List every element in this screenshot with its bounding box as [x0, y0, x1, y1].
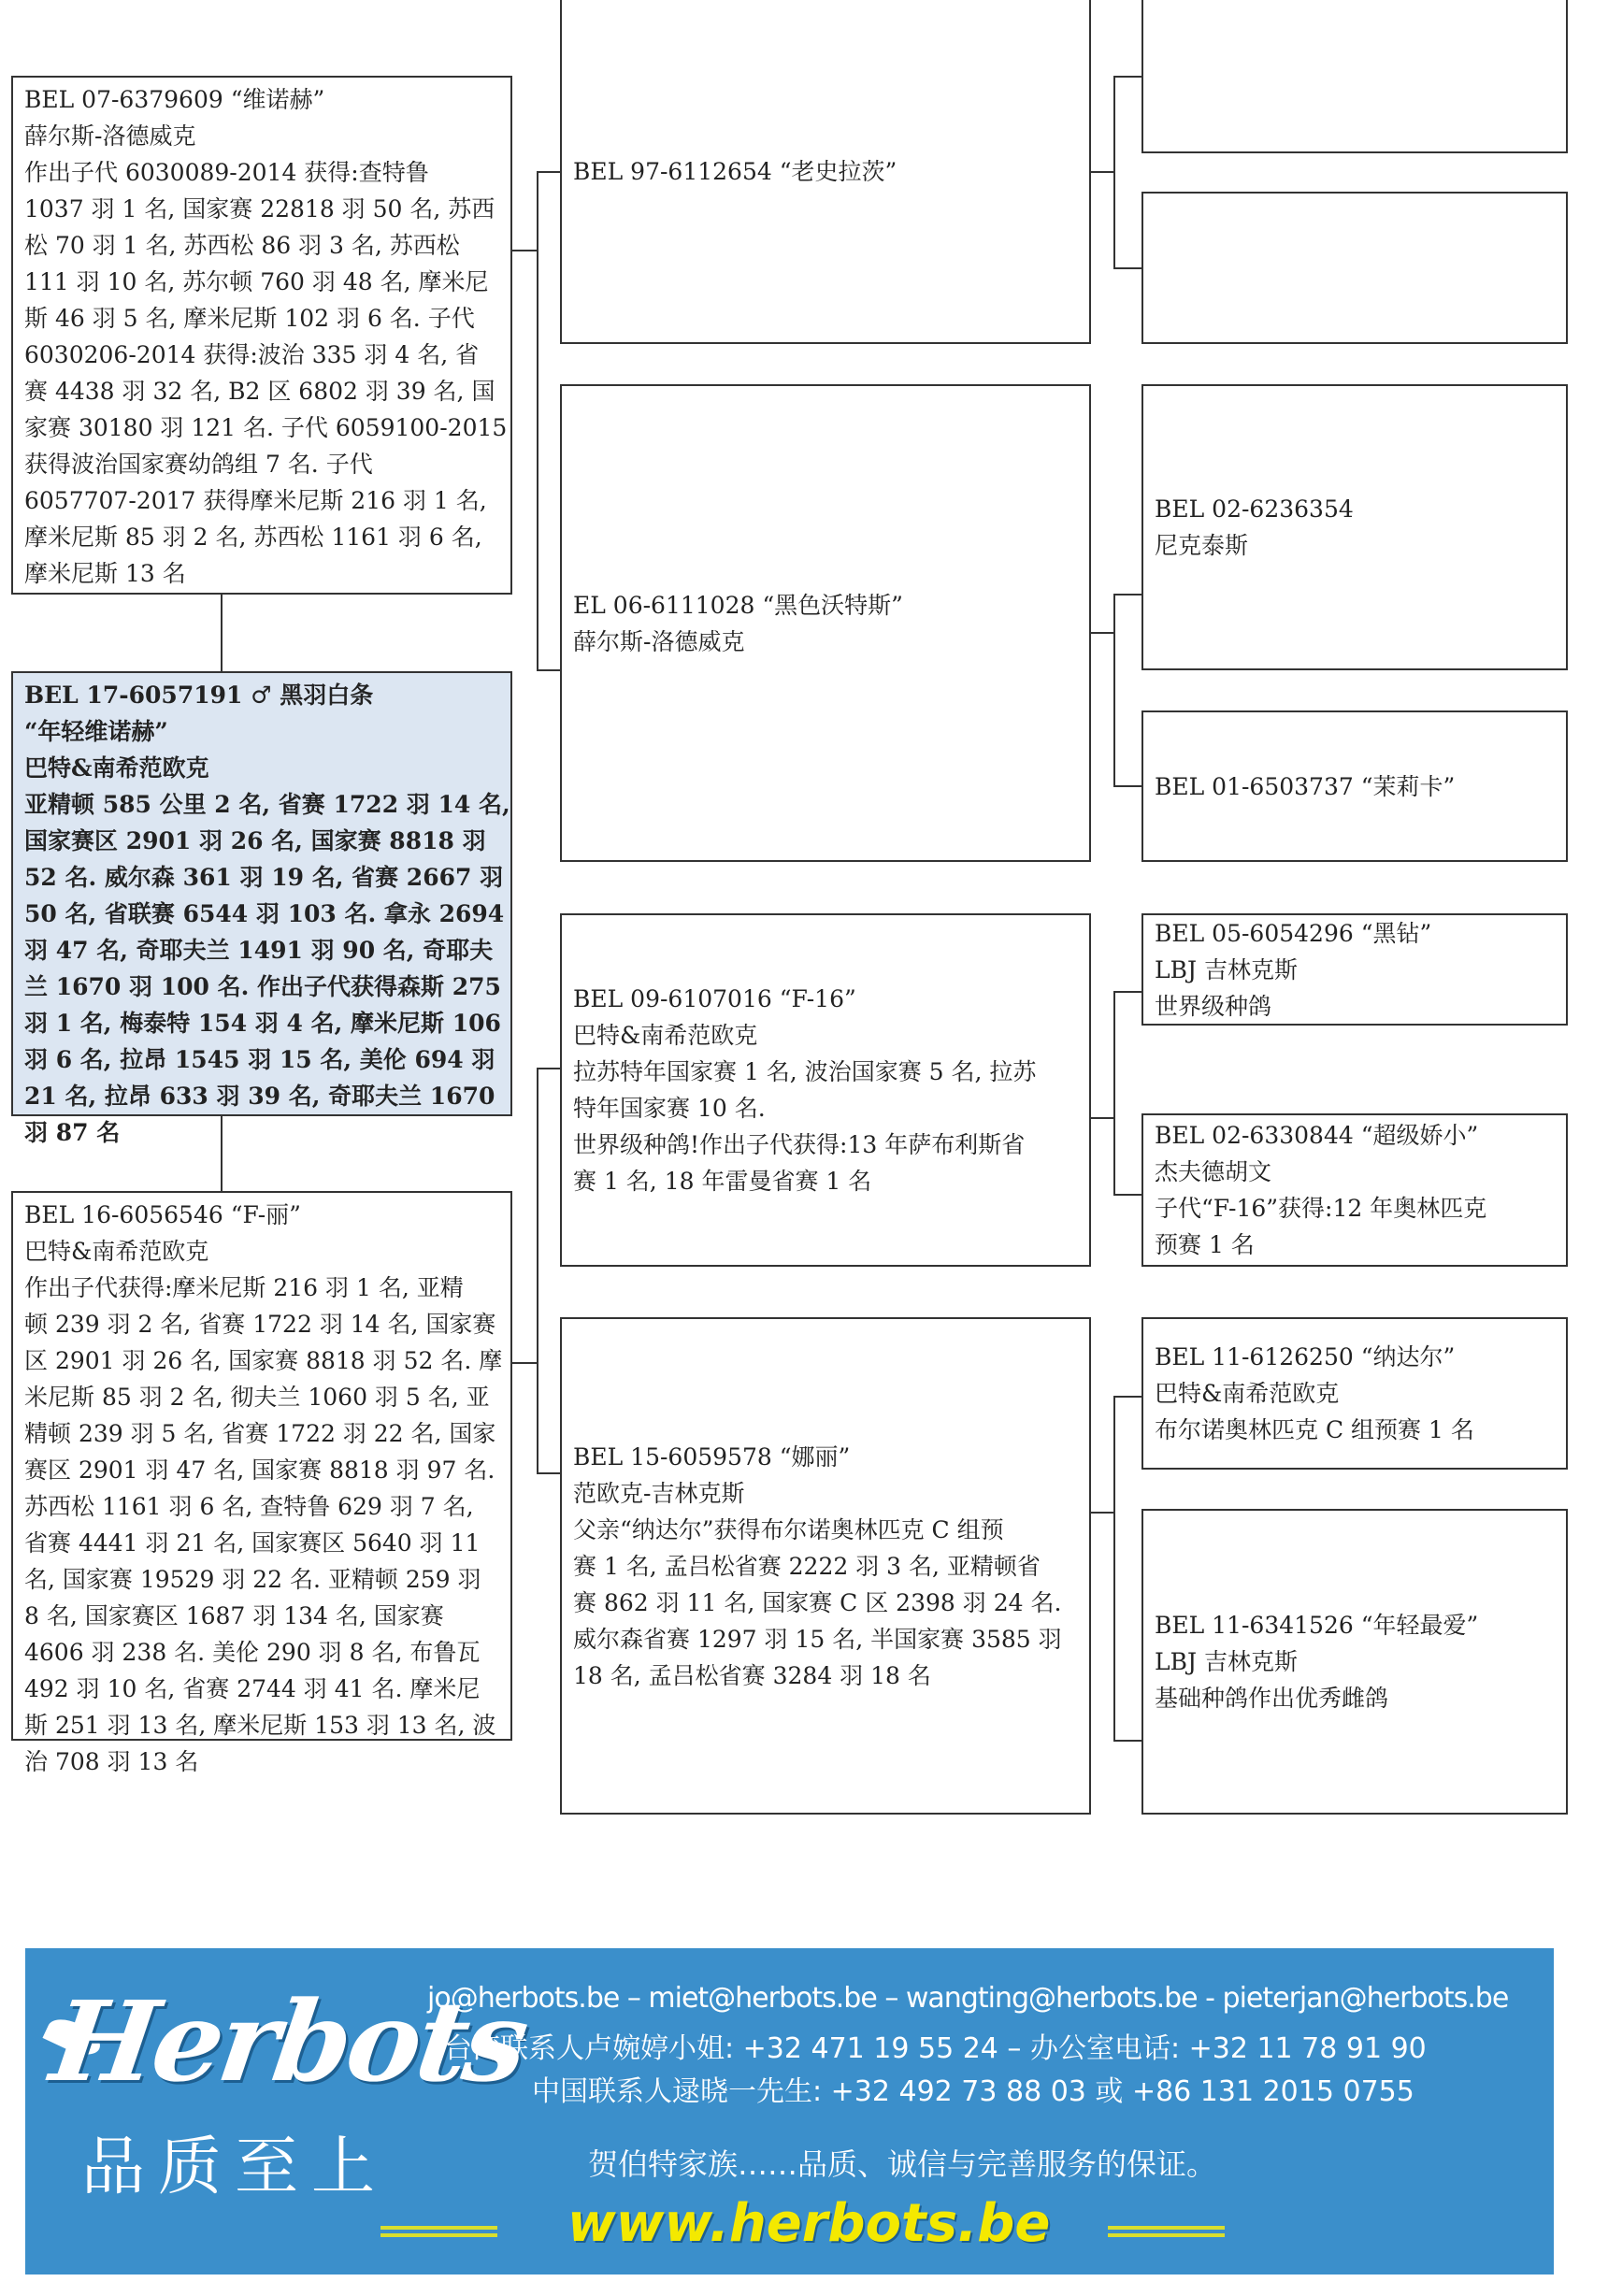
pedigree-line: 18 名, 孟吕松省赛 3284 羽 18 名	[573, 1661, 931, 1689]
pedigree-line: 赛 1 名, 孟吕松省赛 2222 羽 3 名, 亚精顿省	[573, 1552, 1041, 1580]
pedigree-line: BEL 02-6236354	[1155, 495, 1354, 523]
pedigree-line: BEL 02-6330844 “超级娇小”	[1155, 1122, 1479, 1149]
pedigree-line: BEL 01-6503737 “茉莉卡”	[1155, 772, 1456, 800]
pedigree-line: 52 名. 威尔森 361 羽 19 名, 省赛 2667 羽	[24, 864, 504, 891]
pedigree-line: 名, 国家赛 19529 羽 22 名. 亚精顿 259 羽	[24, 1566, 481, 1593]
granddam-maternal-card	[560, 1317, 1091, 1815]
pedigree-line: 8 名, 国家赛区 1687 羽 134 名, 国家赛	[24, 1602, 444, 1629]
pedigree-line: 巴特&南希范欧克	[1155, 1380, 1340, 1407]
subject-pigeon-card	[11, 671, 512, 1146]
pedigree-line: 布尔诺奥林匹克 C 组预赛 1 名	[1155, 1416, 1474, 1443]
dam-card	[11, 1191, 512, 1775]
connector	[537, 1068, 560, 1069]
pedigree-line: 492 羽 10 名, 省赛 2744 羽 41 名. 摩米尼	[24, 1675, 481, 1702]
pedigree-line: 区 2901 羽 26 名, 国家赛 8818 羽 52 名. 摩	[24, 1347, 503, 1374]
connector	[1113, 785, 1141, 787]
connector	[537, 171, 538, 671]
connector	[512, 1362, 537, 1364]
connector	[512, 250, 537, 251]
connector	[1091, 171, 1113, 173]
connector	[1091, 1117, 1113, 1119]
pedigree-line: 作出子代获得:摩米尼斯 216 羽 1 名, 亚精	[24, 1274, 464, 1301]
ancestor-card-6	[1141, 1113, 1568, 1267]
pedigree-line: 50 名, 省联赛 6544 羽 103 名. 拿永 2694	[24, 900, 505, 927]
grandsire-maternal-card	[560, 913, 1091, 1267]
pedigree-line: 子代“F-16”获得:12 年奥林匹克	[1155, 1195, 1487, 1222]
pedigree-line: 111 羽 10 名, 苏尔顿 760 羽 48 名, 摩米尼	[24, 268, 489, 295]
pedigree-line: 羽 6 名, 拉昂 1545 羽 15 名, 美伦 694 羽	[24, 1046, 495, 1073]
pedigree-line: 家赛 30180 羽 121 名. 子代 6059100-2015	[24, 414, 508, 441]
pedigree-line: 羽 47 名, 奇耶夫兰 1491 羽 90 名, 奇耶夫	[24, 937, 494, 964]
pedigree-line: 国家赛区 2901 羽 26 名, 国家赛 8818 羽	[24, 827, 486, 854]
connector	[537, 1472, 560, 1474]
pedigree-line: 顿 239 羽 2 名, 省赛 1722 羽 14 名, 国家赛	[24, 1311, 496, 1338]
connector	[1113, 267, 1141, 269]
pedigree-line: 亚精顿 585 公里 2 名, 省赛 1722 羽 14 名,	[24, 791, 510, 818]
ancestor-card-7	[1141, 1317, 1568, 1470]
pedigree-line: BEL 07-6379609 “维诺赫”	[24, 86, 325, 113]
pedigree-line: 巴特&南希范欧克	[573, 1022, 758, 1049]
pedigree-line: LBJ 吉林克斯	[1155, 955, 1298, 983]
pedigree-line: 21 名, 拉昂 633 羽 39 名, 奇耶夫兰 1670	[24, 1083, 495, 1110]
pedigree-line: 基础种鸽作出优秀雌鸽	[1155, 1685, 1389, 1712]
connector	[537, 669, 560, 671]
pedigree-line: BEL 05-6054296 “黑钻”	[1155, 919, 1432, 947]
pedigree-line: 羽 87 名	[24, 1119, 121, 1146]
sire-card	[11, 76, 512, 595]
pedigree-line: 省赛 4441 羽 21 名, 国家赛区 5640 羽 11	[24, 1529, 481, 1557]
ancestor-card-1	[1141, 0, 1568, 153]
herbots-banner	[25, 1948, 1554, 2274]
pedigree-line: 松 70 羽 1 名, 苏西松 86 羽 3 名, 苏西松	[24, 232, 460, 259]
pedigree-line: 巴特&南希范欧克	[24, 1238, 209, 1265]
pedigree-line: 6057707-2017 获得摩米尼斯 216 羽 1 名,	[24, 487, 487, 514]
pedigree-line: 世界级种鸽!作出子代获得:13 年萨布利斯省	[573, 1131, 1026, 1158]
connector	[1091, 1512, 1113, 1514]
pedigree-line: BEL 09-6107016 “F-16”	[573, 985, 856, 1012]
pedigree-line: “年轻维诺赫”	[24, 718, 168, 745]
decorative-lines-left	[380, 2226, 497, 2237]
grandsire-paternal-card	[560, 0, 1091, 344]
pedigree-line: 尼克泰斯	[1155, 532, 1249, 559]
pedigree-line: 羽 1 名, 梅泰特 154 羽 4 名, 摩米尼斯 106	[24, 1010, 501, 1037]
pedigree-line: 4606 羽 238 名. 美伦 290 羽 8 名, 布鲁瓦	[24, 1639, 481, 1666]
pedigree-line: 赛 1 名, 18 年雷曼省赛 1 名	[573, 1168, 872, 1195]
pedigree-line: BEL 11-6126250 “纳达尔”	[1155, 1343, 1456, 1370]
connector	[1113, 76, 1115, 267]
motto: 品质至上	[81, 2131, 389, 2204]
pedigree-line: BEL 97-6112654 “老史拉茨”	[573, 157, 897, 185]
pedigree-line: 斯 46 羽 5 名, 摩米尼斯 102 羽 6 名. 子代	[24, 305, 475, 332]
pedigree-line: 1037 羽 1 名, 国家赛 22818 羽 50 名, 苏西	[24, 195, 495, 222]
ancestor-card-8	[1141, 1509, 1568, 1815]
connector	[1113, 1396, 1141, 1398]
pedigree-line: BEL 15-6059578 “娜丽”	[573, 1442, 851, 1471]
pedigree-line: 作出子代 6030089-2014 获得:查特鲁	[24, 159, 429, 186]
pedigree-line: 斯 251 羽 13 名, 摩米尼斯 153 羽 13 名, 波	[24, 1712, 496, 1739]
ancestor-card-3	[1141, 384, 1568, 670]
website-link[interactable]: www.herbots.be	[567, 2193, 1051, 2254]
pedigree-line: 6030206-2014 获得:波治 335 羽 4 名, 省	[24, 341, 480, 368]
connector	[1113, 594, 1141, 596]
pedigree-line: 获得波治国家赛幼鸽组 7 名. 子代	[24, 451, 373, 478]
connector	[1113, 594, 1115, 787]
pedigree-line: 世界级种鸽	[1155, 992, 1272, 1020]
pedigree-line: BEL 17-6057191 ♂ 黑羽白条	[24, 682, 374, 709]
connector	[1113, 76, 1141, 78]
pedigree-line: 父亲“纳达尔”获得布尔诺奥林匹克 C 组预	[573, 1515, 1004, 1543]
connector	[1113, 991, 1141, 993]
pedigree-line: BEL 16-6056546 “F-丽”	[24, 1201, 301, 1228]
pedigree-line: 范欧克-吉林克斯	[573, 1479, 745, 1507]
connector	[1113, 1396, 1115, 1742]
email-list: jo@herbots.be – miet@herbots.be – wangting@herbots.be - pieterjan@herbots.be	[427, 1982, 1509, 2015]
pedigree-line: 预赛 1 名	[1155, 1231, 1255, 1258]
taiwan-contact: 台湾联系人卢婉婷小姐: +32 471 19 55 24 – 办公室电话: +32 11 78 91 90	[444, 2032, 1427, 2065]
pedigree-line: 摩米尼斯 13 名	[24, 560, 186, 587]
herbots-logo: Herbots	[44, 1976, 533, 2106]
pedigree-line: 兰 1670 羽 100 名. 作出子代获得森斯 275	[24, 973, 501, 1000]
pedigree-line: 薛尔斯-洛德威克	[573, 627, 745, 655]
pedigree-line: BEL 11-6341526 “年轻最爱”	[1155, 1612, 1479, 1639]
connector	[1113, 1740, 1141, 1742]
pedigree-line: 拉苏特年国家赛 1 名, 波治国家赛 5 名, 拉苏	[573, 1058, 1037, 1085]
china-contact: 中国联系人逯晓一先生: +32 492 73 88 03 或 +86 131 2015 0755	[532, 2075, 1414, 2108]
ancestor-card-4	[1141, 710, 1568, 862]
connector	[221, 595, 223, 671]
granddam-paternal-card	[560, 384, 1091, 862]
connector	[221, 1116, 223, 1191]
connector	[537, 171, 560, 173]
pedigree-line: 杰夫德胡文	[1155, 1158, 1272, 1185]
connector	[1091, 632, 1113, 634]
pedigree-line: 赛区 2901 羽 47 名, 国家赛 8818 羽 97 名.	[24, 1457, 495, 1484]
decorative-lines-right	[1108, 2226, 1225, 2237]
pedigree-line: 治 708 羽 13 名	[24, 1748, 199, 1775]
pedigree-line: 赛 4438 羽 32 名, B2 区 6802 羽 39 名, 国	[24, 378, 495, 405]
connector	[1113, 1194, 1141, 1196]
pedigree-line: 摩米尼斯 85 羽 2 名, 苏西松 1161 羽 6 名,	[24, 524, 482, 551]
pedigree-line: 薛尔斯-洛德威克	[24, 122, 196, 150]
pedigree-line: 特年国家赛 10 名.	[573, 1095, 766, 1122]
pedigree-line: 威尔森省赛 1297 羽 15 名, 半国家赛 3585 羽	[573, 1625, 1062, 1653]
pedigree-line: 米尼斯 85 羽 2 名, 彻夫兰 1060 羽 5 名, 亚	[24, 1384, 490, 1411]
pedigree-line: EL 06-6111028 “黑色沃特斯”	[573, 591, 903, 619]
connector	[1113, 991, 1115, 1196]
ancestor-card-5	[1141, 913, 1568, 1026]
pedigree-line: 赛 862 羽 11 名, 国家赛 C 区 2398 羽 24 名.	[573, 1588, 1062, 1616]
pedigree-line: LBJ 吉林克斯	[1155, 1648, 1298, 1675]
connector	[537, 1068, 538, 1474]
ancestor-card-2	[1141, 192, 1568, 344]
pedigree-line: 精顿 239 羽 5 名, 省赛 1722 羽 22 名, 国家	[24, 1420, 496, 1447]
pedigree-line: 巴特&南希范欧克	[24, 754, 209, 782]
pedigree-line: 苏西松 1161 羽 6 名, 查特鲁 629 羽 7 名,	[24, 1493, 474, 1520]
slogan: 贺伯特家族……品质、诚信与完善服务的保证。	[588, 2146, 1217, 2182]
